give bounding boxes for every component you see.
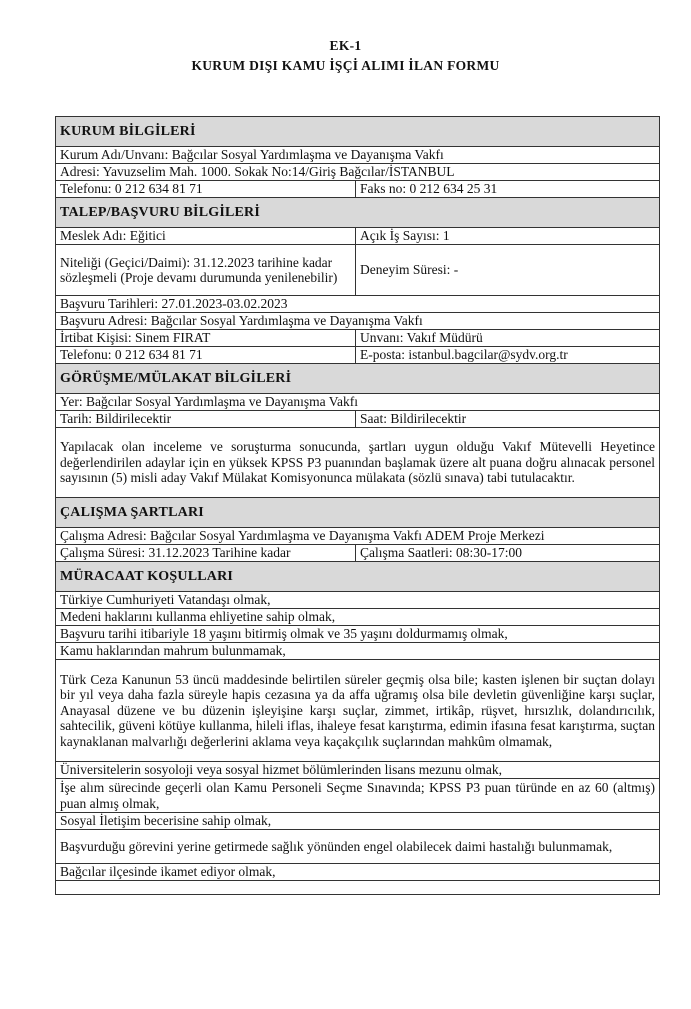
muracaat-item: Başvurduğu görevini yerine getirmede sağlık yönünden engel olabilecek daimi hastalığı bulunmamak, [56, 830, 660, 864]
section-talep-heading: TALEP/BAŞVURU BİLGİLERİ [56, 198, 660, 228]
muracaat-item: Kamu haklarından mahrum bulunmamak, [56, 643, 660, 660]
form-annex-label: EK-1 [329, 38, 362, 53]
muracaat-item: Bağcılar ilçesinde ikamet ediyor olmak, [56, 864, 660, 881]
section-calisma-heading: ÇALIŞMA ŞARTLARI [56, 498, 660, 528]
section-muracaat-heading: MÜRACAAT KOŞULLARI [56, 562, 660, 592]
gorusme-yer: Yer: Bağcılar Sosyal Yardımlaşma ve Dayanışma Vakfı [56, 394, 660, 411]
talep-unvan: Unvanı: Vakıf Müdürü [356, 330, 660, 347]
gorusme-saat: Saat: Bildirilecektir [356, 411, 660, 428]
kurum-adi: Kurum Adı/Unvanı: Bağcılar Sosyal Yardımlaşma ve Dayanışma Vakfı [56, 147, 660, 164]
calisma-adres: Çalışma Adresi: Bağcılar Sosyal Yardımlaşma ve Dayanışma Vakfı ADEM Proje Merkezi [56, 528, 660, 545]
kurum-adres: Adresi: Yavuzselim Mah. 1000. Sokak No:14/Giriş Bağcılar/İSTANBUL [56, 164, 660, 181]
talep-acik-is: Açık İş Sayısı: 1 [356, 228, 660, 245]
announcement-form-table [55, 116, 660, 895]
muracaat-item: Türkiye Cumhuriyeti Vatandaşı olmak, [56, 592, 660, 609]
talep-niteligi: Niteliği (Geçici/Daimi): 31.12.2023 tarihine kadar sözleşmeli (Proje devamı durumunda yenilenebilir) [56, 245, 356, 296]
form-title: KURUM DIŞI KAMU İŞÇİ ALIMI İLAN FORMU [191, 58, 500, 73]
talep-eposta: E-posta: istanbul.bagcilar@sydv.org.tr [356, 347, 660, 364]
talep-adres: Başvuru Adresi: Bağcılar Sosyal Yardımlaşma ve Dayanışma Vakfı [56, 313, 660, 330]
kurum-telefon: Telefonu: 0 212 634 81 71 [56, 181, 356, 198]
gorusme-tarih: Tarih: Bildirilecektir [56, 411, 356, 428]
talep-meslek: Meslek Adı: Eğitici [56, 228, 356, 245]
kurum-faks: Faks no: 0 212 634 25 31 [356, 181, 660, 198]
muracaat-empty-row [56, 881, 660, 895]
muracaat-item: Türk Ceza Kanunun 53 üncü maddesinde belirtilen süreler geçmiş olsa bile; kasten işlenen bir suçtan dolayı bir yıl veya daha fazla süreyle hapis cezasına ya da affa uğramış olsa bile devletin güvenliğine karşı suçlar, Anayasal düzene ve bu düzenin işleyişine karşı suçlar, zimmet, irtikâp, rüşvet, hırsızlık, dolandırıcılık, sahtecilik, güveni kötüye kullanma, hileli iflas, ihaleye fesat karıştırma, edimin ifasına fesat karıştırma, suçtan kaynaklanan malvarlığı değerlerini aklama veya kaçakçılık suçlarından mahkûm olmamak, [56, 660, 660, 762]
muracaat-item: İşe alım sürecinde geçerli olan Kamu Personeli Seçme Sınavında; KPSS P3 puan türünde en az 60 (altmış) puan almış olmak, [56, 779, 660, 813]
muracaat-item: Medeni haklarını kullanma ehliyetine sahip olmak, [56, 609, 660, 626]
talep-deneyim: Deneyim Süresi: - [356, 245, 660, 296]
muracaat-item: Sosyal İletişim becerisine sahip olmak, [56, 813, 660, 830]
muracaat-item: Üniversitelerin sosyoloji veya sosyal hizmet bölümlerinden lisans mezunu olmak, [56, 762, 660, 779]
talep-irtibat: İrtibat Kişisi: Sinem FIRAT [56, 330, 356, 347]
muracaat-item: Başvuru tarihi itibariyle 18 yaşını bitirmiş olmak ve 35 yaşını doldurmamış olmak, [56, 626, 660, 643]
section-kurum-heading: KURUM BİLGİLERİ [56, 117, 660, 147]
gorusme-aciklama: Yapılacak olan inceleme ve soruşturma sonucunda, şartları uygun olduğu Vakıf Mütevelli Heyetince değerlendirilen adaylar için en yüksek KPSS P3 puanından başlamak üzere alt puana doğru alınacak personel sayısının (5) misli aday Vakıf Mülakat Komisyonunca mülakata (sözlü sınava) tabi tutulacaktır. [56, 428, 660, 498]
talep-tarihler: Başvuru Tarihleri: 27.01.2023-03.02.2023 [56, 296, 660, 313]
section-gorusme-heading: GÖRÜŞME/MÜLAKAT BİLGİLERİ [56, 364, 660, 394]
talep-telefon: Telefonu: 0 212 634 81 71 [56, 347, 356, 364]
calisma-saatler: Çalışma Saatleri: 08:30-17:00 [356, 545, 660, 562]
calisma-sure: Çalışma Süresi: 31.12.2023 Tarihine kadar [56, 545, 356, 562]
